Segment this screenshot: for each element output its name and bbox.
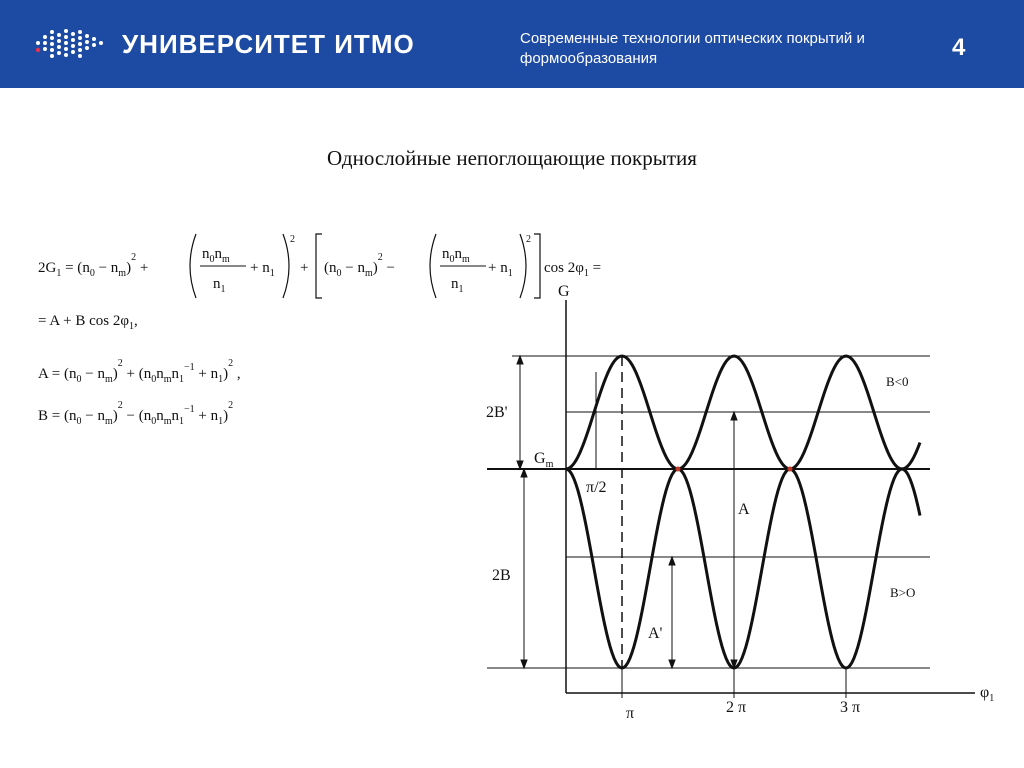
university-name: УНИВЕРСИТЕТ ИТМО: [122, 29, 415, 59]
slide-number: 4: [952, 34, 966, 61]
intersection-mark: [676, 467, 681, 472]
svg-text:n0nm: $n_0n_m$: [202, 246, 230, 265]
svg-text:cos 2φ1 =: $\cos 2\varphi_1$ =: [544, 260, 602, 279]
slide-title: Однослойные непоглощающие покрытия: [327, 146, 697, 170]
label-gm: $G_m$: [534, 450, 554, 470]
svg-text:(n0 − nm)2 −: $(n_0 - n_m)^2$ −: [324, 252, 395, 279]
label-2b: 2B: [492, 567, 511, 584]
label-b-negative: B<0: [886, 374, 909, 389]
label-b-positive: B>O: [890, 585, 916, 600]
label-pi-half: π/2: [586, 479, 607, 496]
curve-b-positive: [566, 469, 920, 668]
arrow-head: [669, 660, 675, 668]
arrow-head: [521, 660, 527, 668]
svg-text:2: 2: [290, 234, 295, 245]
arrow-head: [669, 557, 675, 565]
svg-text:2G1 = (n0 − nm)2 +: $2G_1 = (n_0 - n_m)^2$ +: [38, 252, 149, 279]
arrow-head: [521, 469, 527, 477]
svg-text:+ n1: + $n_1$: [488, 260, 513, 279]
arrow-head: [517, 356, 523, 364]
svg-text:+: +: [300, 260, 309, 276]
svg-text:n1: $n_1$: [451, 276, 464, 295]
x-tick-label-3pi: 3 π: [840, 699, 861, 716]
label-2b-prime: 2B': [486, 404, 508, 421]
svg-text:n1: $n_1$: [213, 276, 226, 295]
svg-text:B = (n0 − nm)2 − (n0nmn1−1 + n: $B = (n_0 - n_m)^2 - (n_0n_mn_1^{-1} + n_1)^2$: [38, 400, 234, 427]
svg-text:= A + B cos 2φ1,: = A + B $\cos 2\varphi_1$,: [38, 313, 138, 332]
intersection-mark: [788, 467, 793, 472]
svg-text:n0nm: $n_0n_m$: [442, 246, 470, 265]
x-axis-label: $\varphi_1$: [980, 684, 995, 704]
x-tick-label-2pi: 2 π: [726, 699, 747, 716]
course-title-line-1: Современные технологии оптических покрытий и: [520, 30, 865, 47]
svg-text:+ n1: + $n_1$: [250, 260, 275, 279]
label-a: A: [738, 501, 750, 518]
svg-text:2: 2: [526, 234, 531, 245]
y-axis-label: G: [558, 283, 570, 300]
course-title-line-2: формообразования: [520, 50, 658, 67]
arrow-head: [517, 461, 523, 469]
arrow-head: [731, 412, 737, 420]
svg-text:A = (n0 − nm)2 + (n0nmn1−1 + n: $A = (n_0 - n_m)^2 + (n_0n_mn_1^{-1} + n_1)^2$ ,: [38, 358, 241, 385]
label-a-prime: A': [648, 625, 663, 642]
x-tick-label-pi: π: [626, 705, 635, 722]
